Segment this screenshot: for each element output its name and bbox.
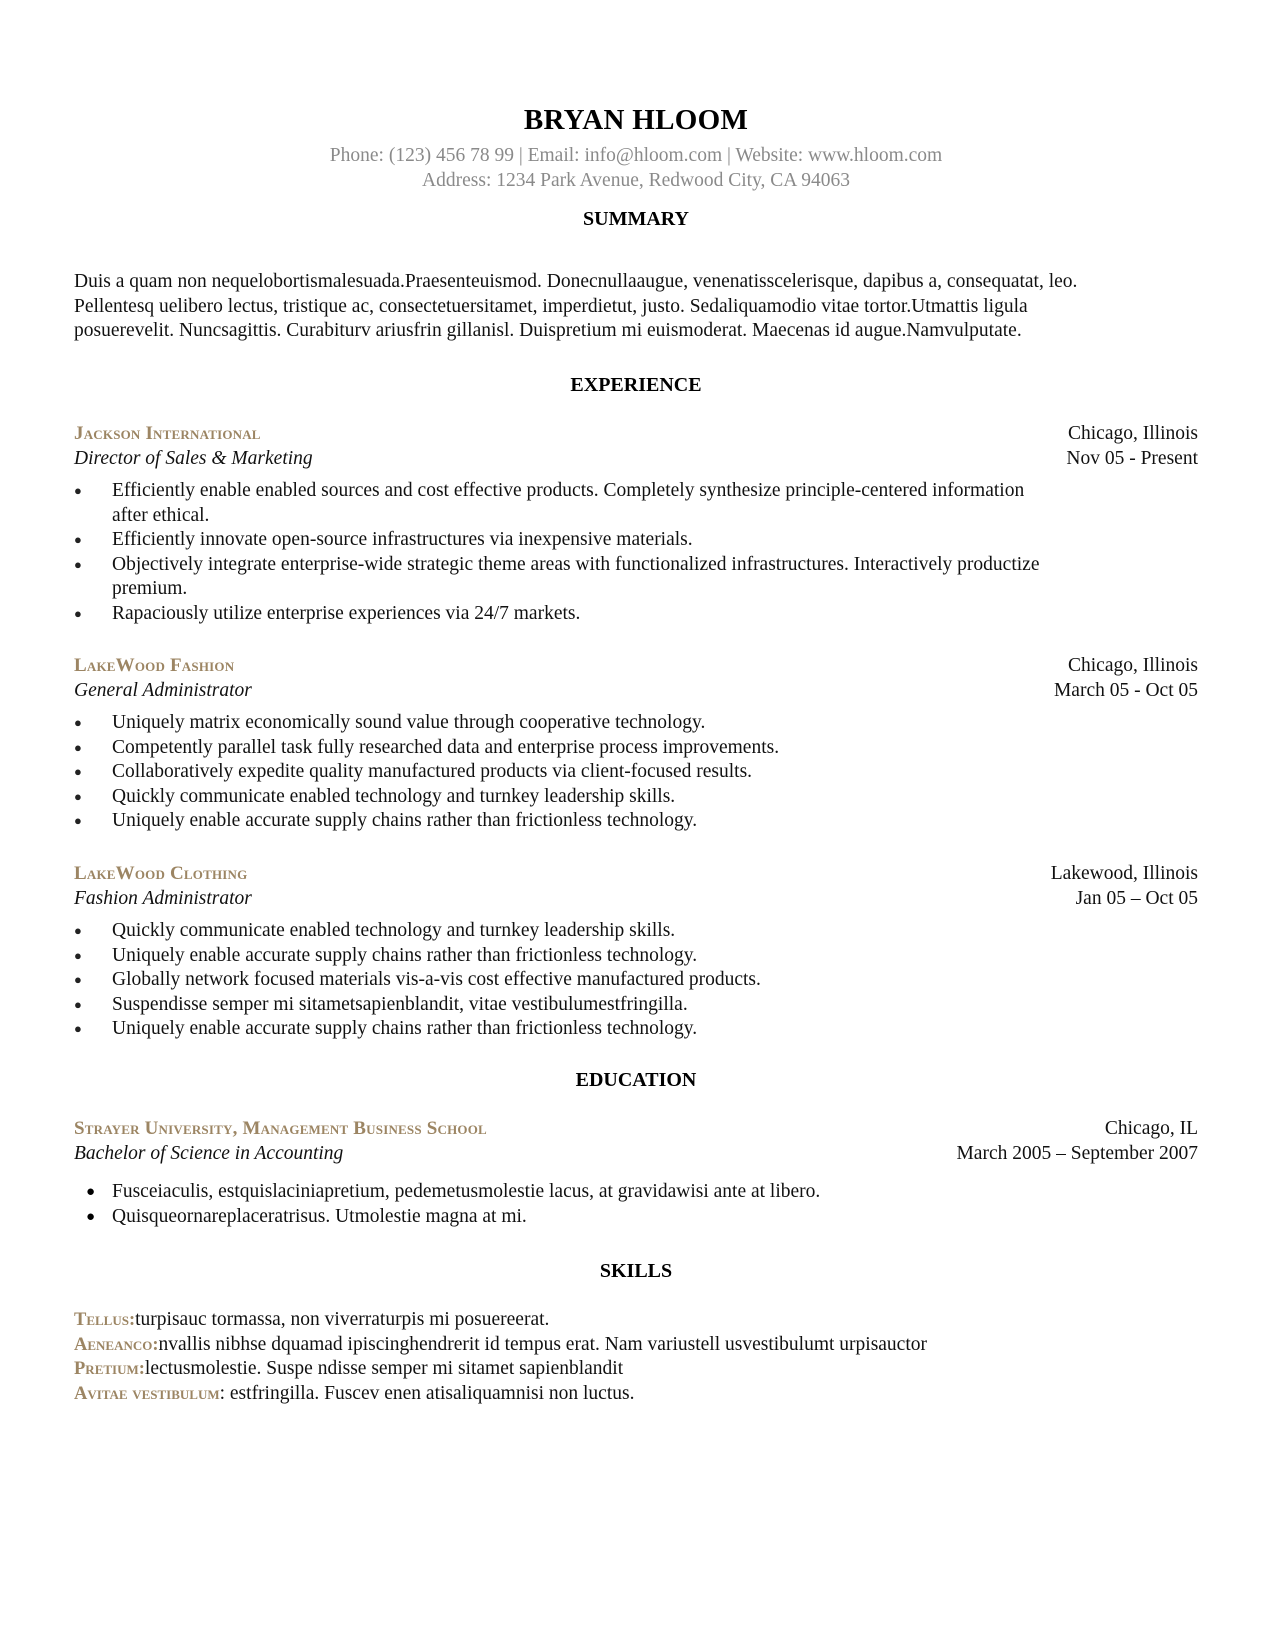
education-header-row xyxy=(74,1117,1198,1142)
summary-text xyxy=(74,270,1198,344)
skill-text: nvallis nibhse dquamad ipiscinghendrerit id tempus erat. Nam variustell usvestibulumt urpisauctor xyxy=(158,1333,928,1355)
job-header-row xyxy=(74,654,1198,679)
job-bullet: ● Uniquely enable accurate supply chains rather than frictionless technology. xyxy=(74,1017,1172,1042)
summary-heading: SUMMARY xyxy=(583,208,689,230)
job-bullet: ● Competently parallel task fully researched data and enterprise process improvements. xyxy=(74,736,1172,761)
job-location: Chicago, Illinois xyxy=(1068,423,1198,444)
skill-text: lectusmolestie. Suspe ndisse semper mi sitamet sapienblandit xyxy=(144,1358,624,1379)
education-heading: EDUCATION xyxy=(575,1069,697,1091)
summary-line: posuerevelit. Nuncsagittis. Curabiturv ariusfrin gillanisl. Duispretium mi euismoderat. Maecenas id augue.Namvulputate. xyxy=(74,320,1022,341)
education-dates: March 2005 – September 2007 xyxy=(956,1142,1198,1164)
skill-row xyxy=(74,1308,1198,1333)
skill-row xyxy=(74,1382,1198,1407)
education-bullet-list xyxy=(74,1180,1198,1229)
experience-entry xyxy=(74,654,1198,834)
job-header-row xyxy=(74,862,1198,887)
job-dates: Nov 05 - Present xyxy=(1066,447,1198,469)
job-bullet: ● Suspendisse semper mi sitametsapienblandit, vitae vestibulumestfringilla. xyxy=(74,993,1172,1018)
job-bullet xyxy=(74,553,1172,602)
company-name: LakeWood Fashion xyxy=(74,655,235,676)
skill-text: : estfringilla. Fuscev enen atisaliquamnisi non luctus. xyxy=(219,1382,635,1404)
job-bullet-list xyxy=(74,711,1198,834)
skill-label: Pretium: xyxy=(74,1359,145,1379)
summary-line: Duis a quam non nequelobortismalesuada.Praesenteuismod. Donecnullaaugue, venenatisscelerisque, dapibus a, consequatat, leo. xyxy=(74,271,1078,292)
job-bullet: ● Quickly communicate enabled technology and turnkey leadership skills. xyxy=(74,919,1172,944)
experience-entry xyxy=(74,422,1198,626)
job-subheader-row xyxy=(74,447,1198,472)
job-bullet: ● Uniquely matrix economically sound value through cooperative technology. xyxy=(74,711,1172,736)
job-bullet xyxy=(74,479,1172,528)
job-bullet: ● Quickly communicate enabled technology and turnkey leadership skills. xyxy=(74,785,1172,810)
job-dates: March 05 - Oct 05 xyxy=(1053,679,1198,701)
job-dates: Jan 05 – Oct 05 xyxy=(1075,887,1198,909)
skills-heading: SKILLS xyxy=(599,1260,673,1282)
school-location: Chicago, IL xyxy=(1104,1118,1198,1139)
summary-line: Pellentesq uelibero lectus, tristique ac, consectetuersitamet, imperdietut, justo. Sedaliquamodio vitae tortor.Utmattis ligula xyxy=(74,295,1028,317)
experience-entry xyxy=(74,862,1198,1042)
bullet-text-continued: premium. xyxy=(112,578,188,599)
job-subheader-row xyxy=(74,887,1198,912)
job-title: Fashion Administrator xyxy=(74,887,252,909)
bullet-text-continued: after ethical. xyxy=(112,504,210,526)
experience-heading: EXPERIENCE xyxy=(570,374,702,396)
skill-label: Avitae vestibulum xyxy=(74,1383,220,1404)
skill-text: turpisauc tormassa, non viverraturpis mi posuereerat. xyxy=(135,1309,550,1330)
school-name: Strayer University, Management Business School xyxy=(74,1118,487,1139)
job-subheader-row xyxy=(74,679,1198,704)
contact-line-phone-email-website: Phone: (123) 456 78 99 | Email: info@hloom.com | Website: www.hloom.com xyxy=(329,145,943,166)
company-name: Jackson International xyxy=(74,423,261,444)
job-bullet: ● Collaboratively expedite quality manufactured products via client-focused results. xyxy=(74,760,1172,785)
education-bullet: ● Quisqueornareplaceratrisus. Utmolestie magna at mi. xyxy=(74,1205,1172,1230)
job-header-row xyxy=(74,422,1198,447)
bullet-text: Objectively integrate enterprise-wide strategic theme areas with functionalized infrastructures. Interactively productize xyxy=(112,553,1040,575)
skill-row xyxy=(74,1333,1198,1358)
job-bullet: ● Uniquely enable accurate supply chains rather than frictionless technology. xyxy=(74,809,1172,834)
skill-label: Aeneanco: xyxy=(74,1334,159,1355)
degree-title: Bachelor of Science in Accounting xyxy=(74,1142,344,1164)
candidate-name: BRYAN HLOOM xyxy=(523,104,749,136)
education-subheader-row xyxy=(74,1142,1198,1167)
job-location: Chicago, Illinois xyxy=(1068,655,1198,676)
skill-label: Tellus: xyxy=(74,1310,136,1330)
job-bullet: ● Globally network focused materials vis-a-vis cost effective manufactured products. xyxy=(74,968,1172,993)
bullet-text: Efficiently enable enabled sources and cost effective products. Completely synthesize principle-centered information xyxy=(112,480,1025,501)
company-name: LakeWood Clothing xyxy=(74,863,248,884)
skill-row xyxy=(74,1357,1198,1382)
education-entry xyxy=(74,1117,1198,1229)
job-bullet-list xyxy=(74,479,1198,626)
job-bullet: ● Rapaciously utilize enterprise experiences via 24/7 markets. xyxy=(74,602,1172,627)
job-bullet: ● Uniquely enable accurate supply chains rather than frictionless technology. xyxy=(74,944,1172,969)
job-title: Director of Sales & Marketing xyxy=(74,447,313,469)
contact-line-address: Address: 1234 Park Avenue, Redwood City, CA 94063 xyxy=(422,170,850,191)
job-bullet: ● Efficiently innovate open-source infrastructures via inexpensive materials. xyxy=(74,528,1172,553)
job-bullet-list xyxy=(74,919,1198,1042)
job-location: Lakewood, Illinois xyxy=(1050,863,1198,884)
skills-list xyxy=(74,1308,1198,1406)
education-bullet: ● Fusceiaculis, estquislaciniapretium, pedemetusmolestie lacus, at gravidawisi ante at libero. xyxy=(74,1180,1172,1205)
job-title: General Administrator xyxy=(74,679,252,701)
